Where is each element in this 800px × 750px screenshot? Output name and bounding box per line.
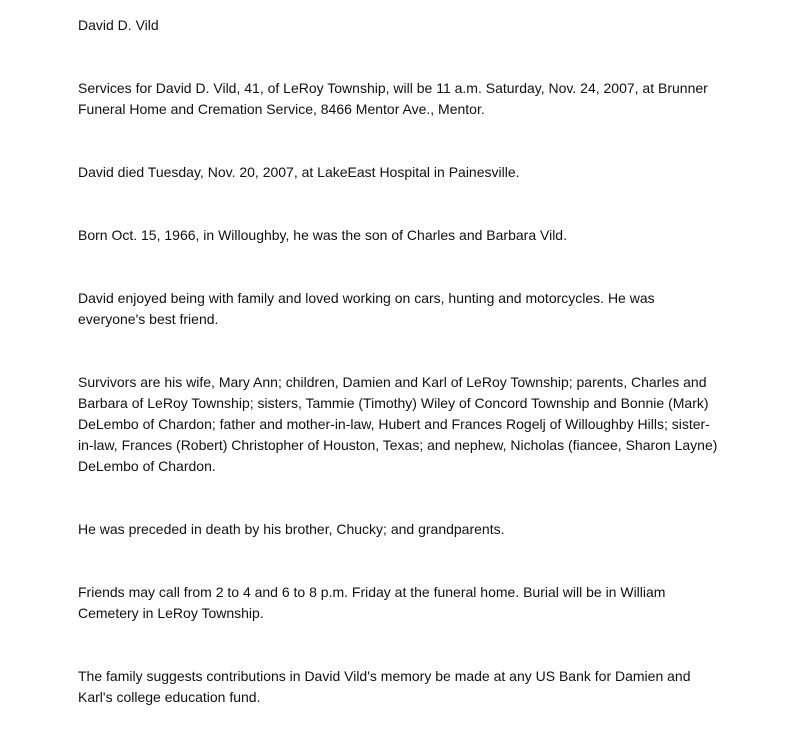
paragraph-contributions: The family suggests contributions in David Vild's memory be made at any US Bank for Damien and Karl's college education fund. <box>78 668 691 705</box>
paragraph-death: David died Tuesday, Nov. 20, 2007, at LakeEast Hospital in Painesville. <box>78 164 520 180</box>
paragraph-preceded: He was preceded in death by his brother, Chucky; and grandparents. <box>78 521 505 537</box>
obituary-name: David D. Vild <box>78 17 159 33</box>
paragraph-survivors: Survivors are his wife, Mary Ann; children, Damien and Karl of LeRoy Township; parents, Charles and Barbara of LeRoy Township; sisters, Tammie (Timothy) Wiley of Concord Township and Bonnie (Mark) DeLembo of Chardon; father and mother-in-law, Hubert and Frances Rogelj of Willoughby Hills; sister-in-law, Frances (Robert) Christopher of Houston, Texas; and nephew, Nicholas (fiancee, Sharon Layne) DeLembo of Chardon. <box>78 374 718 474</box>
paragraph-visitation: Friends may call from 2 to 4 and 6 to 8 p.m. Friday at the funeral home. Burial will be in William Cemetery in LeRoy Township. <box>78 584 666 621</box>
paragraph-birth: Born Oct. 15, 1966, in Willoughby, he was the son of Charles and Barbara Vild. <box>78 227 567 243</box>
paragraph-services: Services for David D. Vild, 41, of LeRoy Township, will be 11 a.m. Saturday, Nov. 24, 2007, at Brunner Funeral Home and Cremation Service, 8466 Mentor Ave., Mentor. <box>78 80 708 117</box>
paragraph-interests: David enjoyed being with family and loved working on cars, hunting and motorcycles. He was everyone's best friend. <box>78 290 655 327</box>
obituary-document <box>78 15 718 750</box>
